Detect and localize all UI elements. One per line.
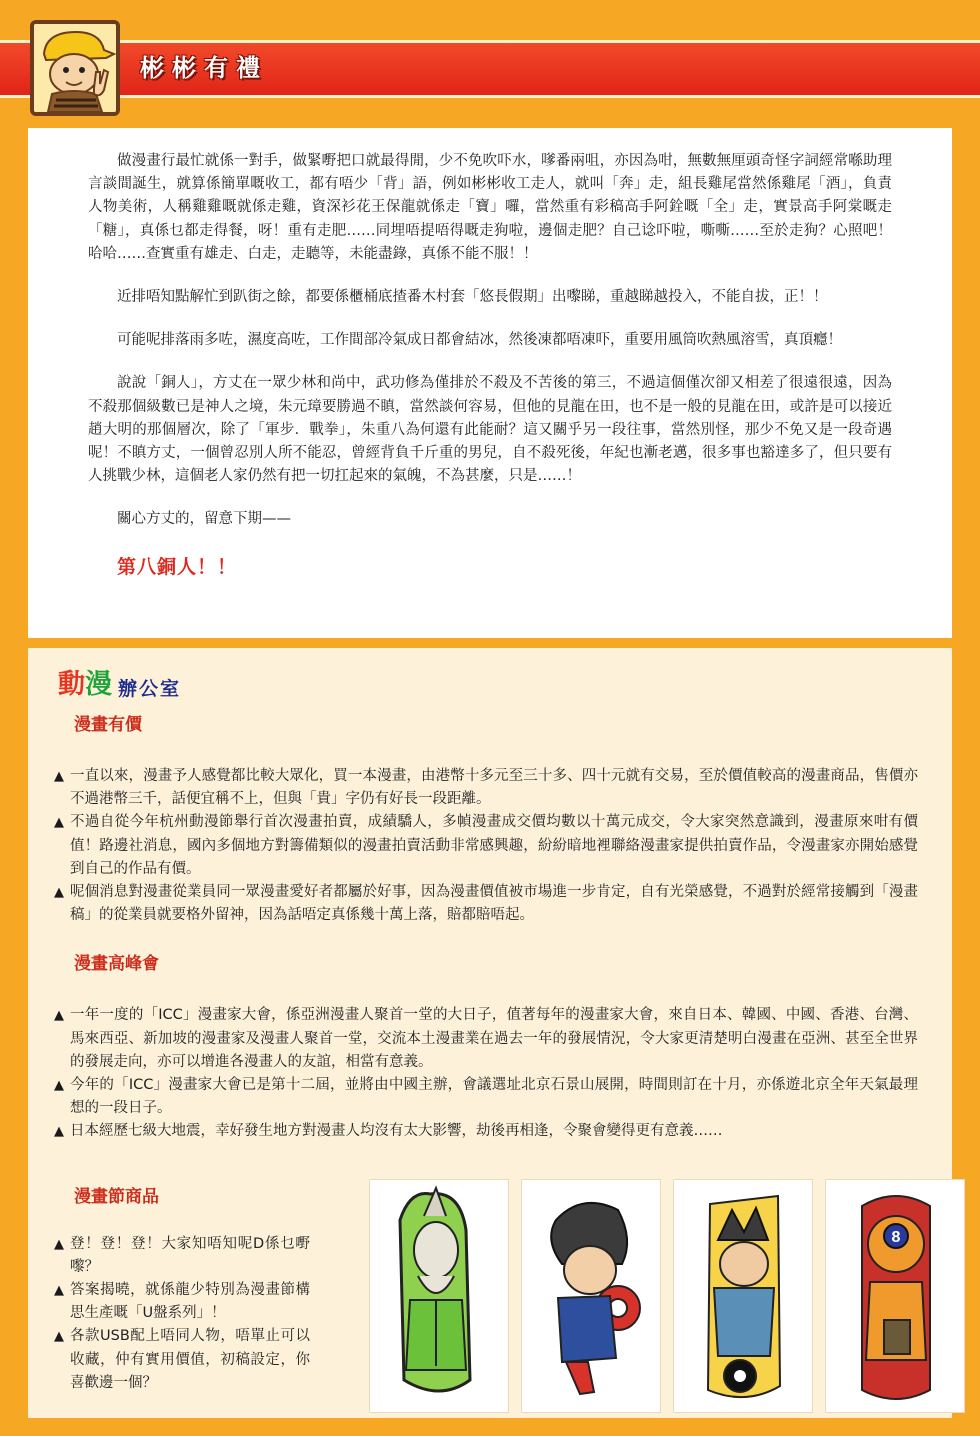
bullet-text: 日本經歷七級大地震，幸好發生地方對漫畫人均沒有太大影響，劫後再相逢，令聚會變得更有意義…… bbox=[70, 1123, 723, 1140]
letter-paragraph: 說說「銅人」，方丈在一眾少林和尚中，武功修為僅排於不殺及不苦後的第三，不過這個僅次卻又相差了很遠很遠，因為不殺那個級數已是神人之境，朱元璋要勝過不瞋，當然談何容易，但他的見龍在田，也不是一般的見龍在田，或許是可以接近趙大明的那個層次，除了「軍步．戰拳」，朱重八為何還有此能耐？這又關乎另一段往事，當然別怪，那少不免又是一段奇遇呢！不瞋方丈，一個曾忍別人所不能忍，曾經背負千斤重的男兒，自不殺死後，年紀也漸老邁，很多事也豁達多了，但只要有人挑戰少林，這個老人家仍然有把一切扛起來的氣魄，不為甚麼，只是……！ bbox=[88, 375, 892, 485]
bullet-text: 呢個消息對漫畫從業員同一眾漫畫愛好者都屬於好事，因為漫畫價值被市場進一步肯定，自有光榮感覺，不過對於經常接觸到「漫畫稿」的從業員就要格外留神，因為話唔定真係幾十萬上落，賠都賠唔起。 bbox=[70, 884, 918, 924]
office-panel bbox=[28, 648, 952, 1418]
bullet-list bbox=[52, 1004, 928, 1143]
bullet-text: 各款USB配上唔同人物，唔單止可以收藏，仲有實用價值，初稿設定，你喜歡邊一個？ bbox=[70, 1328, 310, 1391]
goods-text bbox=[52, 1182, 310, 1395]
letter-paragraph: 可能呢排落雨多咗，濕度高咗，工作間部冷氣成日都會結冰，然後凍都唔凍吓，重要用風筒吹熱風溶雪，真頂癮！ bbox=[117, 332, 842, 349]
bullet-text: 答案揭曉，就係龍少特別為漫畫節構思生產嘅「U盤系列」！ bbox=[70, 1282, 310, 1322]
bullet-text: 不過自從今年杭州動漫節舉行首次漫畫拍賣，成績驕人，多幀漫畫成交價均數以十萬元成交，令大家突然意識到，漫畫原來咁有價值！路邊社消息，國內多個地方對籌備類似的漫畫拍賣活動非常感興趣，紛紛暗地裡聯絡漫畫家提供拍賣作品，令漫畫家亦開始感覺到自己的作品有價。 bbox=[70, 814, 918, 877]
bullet-item bbox=[52, 881, 918, 927]
usb-card-fighter bbox=[674, 1180, 812, 1412]
usb-card-old-master bbox=[370, 1180, 508, 1412]
bullet-text: 登！登！登！大家知唔知呢D係乜嘢嚟？ bbox=[70, 1235, 310, 1275]
triangle-icon: ▲ bbox=[54, 769, 64, 784]
bullet-item bbox=[52, 811, 918, 881]
bullet-item bbox=[52, 1004, 918, 1074]
triangle-icon: ▲ bbox=[54, 1078, 64, 1094]
section-title: 漫畫節商品 bbox=[74, 1186, 159, 1207]
logo-char: 動 bbox=[58, 669, 85, 700]
usb-card-boy-shield bbox=[522, 1180, 660, 1412]
bullet-item bbox=[52, 1074, 918, 1120]
avatar bbox=[30, 20, 120, 116]
bullet-list bbox=[52, 1233, 310, 1395]
triangle-icon: ▲ bbox=[54, 885, 64, 901]
bullet-text: 一年一度的「ICC」漫畫家大會，係亞洲漫畫人聚首一堂的大日子，值著每年的漫畫家大會，來自日本、韓國、中國、香港、台灣、馬來西亞、新加坡的漫畫家及漫畫人聚首一堂，交流本土漫畫業在過去一年的發展情況，令大家更清楚明白漫畫在亞洲、甚至全世界的發展走向，亦可以增進各漫畫人的友誼，相當有意義。 bbox=[70, 1007, 918, 1070]
triangle-icon: ▲ bbox=[54, 1124, 64, 1140]
fighter-usb-icon bbox=[674, 1180, 812, 1412]
bullet-item bbox=[52, 1233, 310, 1279]
header-title: 彬彬有禮 bbox=[140, 54, 268, 82]
letter-panel bbox=[28, 128, 952, 638]
bullet-text: 今年的「ICC」漫畫家大會已是第十二屆，並將由中國主辦，會議選址北京石景山展開，時間則訂在十月，亦係遊北京全年天氣最理想的一段日子。 bbox=[70, 1077, 918, 1117]
letter-paragraph: 近排唔知點解忙到趴街之餘，都要係櫃桶底揸番木村套「悠長假期」出嚟睇，重越睇越投入，不能自拔，正！！ bbox=[117, 289, 828, 306]
usb-card-monk-8 bbox=[826, 1180, 964, 1412]
section-title: 漫畫高峰會 bbox=[74, 954, 159, 975]
cartoon-boy-icon bbox=[34, 24, 116, 112]
bullet-item bbox=[52, 1120, 918, 1143]
triangle-icon: ▲ bbox=[54, 815, 64, 831]
section-title: 漫畫有價 bbox=[74, 715, 142, 735]
letter-paragraph: 關心方丈的，留意下期—— bbox=[117, 511, 291, 528]
bullet-list bbox=[52, 765, 928, 927]
triangle-icon: ▲ bbox=[54, 1283, 64, 1299]
old-master-usb-icon bbox=[370, 1180, 508, 1412]
bullet-text: 一直以來，漫畫予人感覺都比較大眾化，買一本漫畫，由港幣十多元至三十多、四十元就有交易，至於價值較高的漫畫商品，售價亦不過港幣三千，話便宜稱不上，但與「貴」字仍有好長一段距離。 bbox=[70, 768, 918, 808]
logo-char: 漫 bbox=[85, 669, 112, 700]
triangle-icon: ▲ bbox=[54, 1329, 64, 1345]
bullet-item bbox=[52, 765, 918, 811]
goods-section bbox=[52, 1182, 928, 1395]
svg-text:8: 8 bbox=[891, 1228, 901, 1246]
office-logo bbox=[58, 662, 928, 698]
bullet-item bbox=[52, 1325, 310, 1395]
monk-8-usb-icon bbox=[826, 1180, 964, 1412]
triangle-icon: ▲ bbox=[54, 1236, 64, 1252]
logo-char: 辦公室 bbox=[118, 678, 182, 700]
boy-shield-usb-icon bbox=[522, 1180, 660, 1412]
triangle-icon: ▲ bbox=[54, 1008, 64, 1024]
letter-closing: 第八銅人！！ bbox=[117, 555, 238, 578]
letter-paragraph: 做漫畫行最忙就係一對手，做緊嘢把口就最得閒，少不免吹吓水，嗲番兩咀，亦因為咁，無數無厘頭奇怪字詞經常喺助理言談間誕生，就算係簡單嘅收工，都有唔少「背」語，例如彬彬收工走人，就叫「奔」走，組長雞尾當然係雞尾「酒」，負責人物美術，人稱雞雞嘅就係走雞，資深衫花王保龍就係走「寶」囉，當然重有彩稿高手阿銓嘅「全」走，實景高手阿棠嘅走「糖」，真係乜都走得餐，呀！重有走肥……同埋唔提唔得嘅走狗啦，邊個走肥？自己谂吓啦，嘶嘶……至於走狗？心照吧！哈哈……查實重有雄走、白走，走聽等，未能盡錄，真係不能不服！！ bbox=[88, 153, 892, 262]
usb-gallery bbox=[370, 1180, 980, 1415]
bullet-item bbox=[52, 1279, 310, 1325]
